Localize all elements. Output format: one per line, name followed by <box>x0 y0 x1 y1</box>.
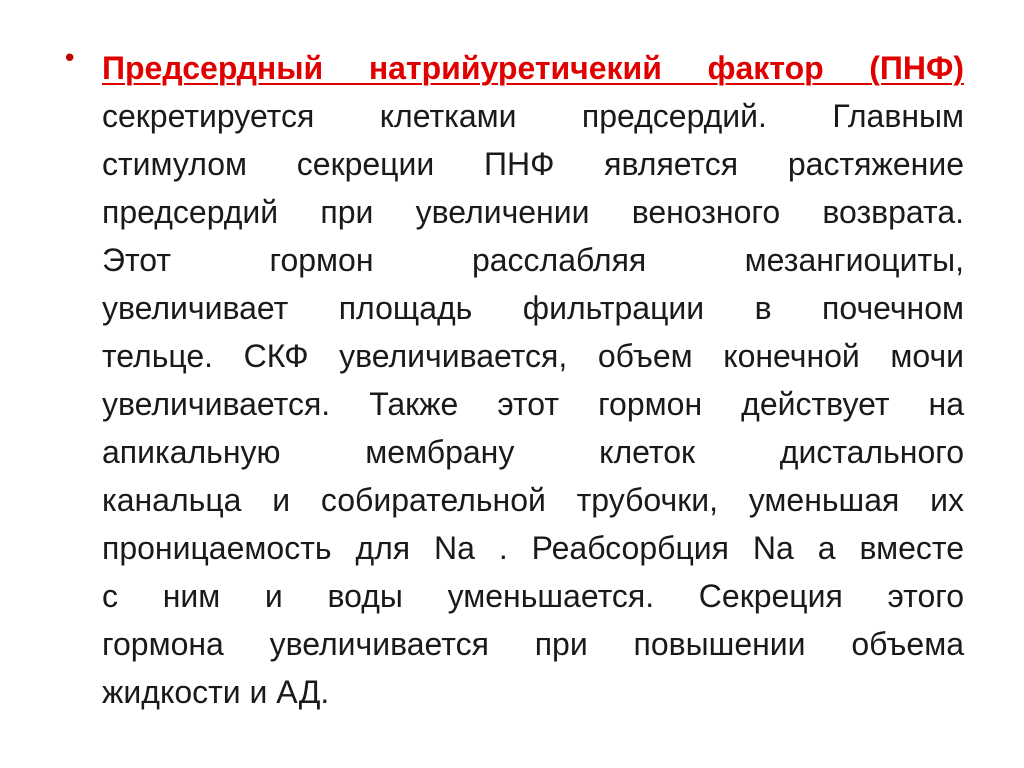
body-line: гормона увеличивается при повышении объема <box>102 626 964 662</box>
body-line: тельце. СКФ увеличивается, объем конечной мочи <box>102 338 964 374</box>
body-line: стимулом секреции ПНФ является растяжение <box>102 146 964 182</box>
slide-heading: Предсердный натрийуретичекий фактор (ПНФ) <box>102 50 964 86</box>
body-line: увеличивается. Также этот гормон действует на <box>102 386 964 422</box>
body-line: секретируется клетками предсердий. Главным <box>102 98 964 134</box>
body-line: с ним и воды уменьшается. Секреция этого <box>102 578 964 614</box>
bullet-marker: • <box>62 44 78 74</box>
body-line: канальца и собирательной трубочки, уменьшая их <box>102 482 964 518</box>
body-line: Этот гормон расслабляя мезангиоциты, <box>102 242 964 278</box>
slide-body-text <box>102 44 964 716</box>
body-line: предсердий при увеличении венозного возврата. <box>102 194 964 230</box>
body-line: проницаемость для Na . Реабсорбция Na а вместе <box>102 530 964 566</box>
body-line: жидкости и АД. <box>102 674 330 710</box>
body-line: увеличивает площадь фильтрации в почечном <box>102 290 964 326</box>
body-line: апикальную мембрану клеток дистального <box>102 434 964 470</box>
